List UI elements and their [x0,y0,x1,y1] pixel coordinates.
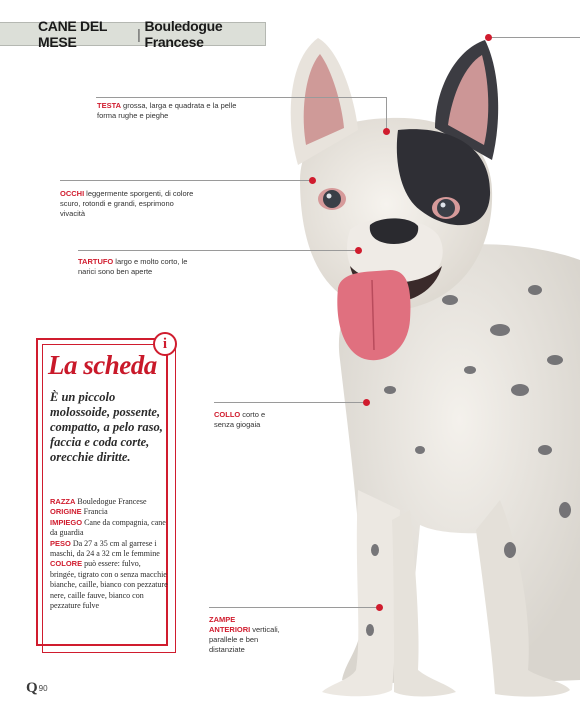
info-glyph: i [162,335,168,352]
annotation-label: ZAMPE ANTERIORI [209,615,251,634]
scheda-box [36,335,176,653]
fact-label: ORIGINE [50,507,82,517]
fact-impiego [50,518,168,539]
section-header [0,18,266,50]
zampe-marker-dot [376,604,383,611]
page-number: 90 [38,684,48,693]
zampe-callout-line [209,607,379,608]
annotation-collo [214,410,278,430]
scheda-facts [50,497,168,611]
fact-value: può essere: fulvo, bringée, tigrato con o senza macchie bianche, caille, bianco con pezzature nere, caille fauve, bianco con pezzature fulve [50,559,168,611]
fact-label: COLORE [50,559,83,569]
annotation-text: verticali, parallele e ben distanziate [209,625,280,654]
testa-callout-line [96,97,386,98]
annotation-text: largo e molto corto, le narici sono ben aperte [78,257,188,276]
top-callout-line [488,37,580,38]
annotation-text: grossa, larga e quadrata e la pelle forma rughe e pieghe [97,101,237,120]
fact-value: Bouledogue Francese [77,497,147,506]
fact-razza [50,497,168,507]
page-footer [26,680,48,697]
annotation-occhi [60,189,200,219]
annotation-label: TESTA [97,101,122,110]
tartufo-callout-line [78,250,358,251]
occhi-marker-dot [309,177,316,184]
annotation-text: corto e senza giogaia [214,410,266,429]
top-marker-dot [485,34,492,41]
testa-callout-drop [386,97,387,131]
annotation-testa [97,101,257,121]
annotation-zampe [209,615,287,655]
french-bulldog-illustration [270,30,580,712]
fact-label: IMPIEGO [50,517,83,527]
occhi-callout-line [60,180,312,181]
fact-value: Francia [83,507,108,517]
annotation-label: OCCHI [60,189,85,198]
dog-photo [270,30,580,712]
fact-value: Da 27 a 35 cm al garrese i maschi, da 24 a 32 cm le femmine [50,538,160,559]
fact-colore [50,559,168,611]
tartufo-marker-dot [355,247,362,254]
annotation-label: TARTUFO [78,257,114,266]
header-separator: | [137,26,141,42]
fact-label: PESO [50,538,71,548]
annotation-tartufo [78,257,193,277]
breed-name: Bouledogue Francese [144,18,223,50]
collo-marker-dot [363,399,370,406]
scheda-title: La scheda [48,350,157,380]
fact-label: RAZZA [50,497,76,506]
annotation-label: COLLO [214,410,241,419]
magazine-logo: Q [26,680,38,696]
fact-origine [50,507,168,517]
testa-marker-dot [383,128,390,135]
fact-value: Cane da compagnia, cane da guardia [50,517,166,538]
fact-peso [50,539,168,560]
collo-callout-line [214,402,366,403]
section-name: CANE DEL MESE [38,18,107,50]
annotation-text: leggermente sporgenti, di colore scuro, rotondi e grandi, esprimono vivacità [60,189,194,218]
scheda-intro: È un piccolo molossoide, possente, compatto, a pelo raso, faccia e coda corte, orecchie diritte. [50,390,163,464]
